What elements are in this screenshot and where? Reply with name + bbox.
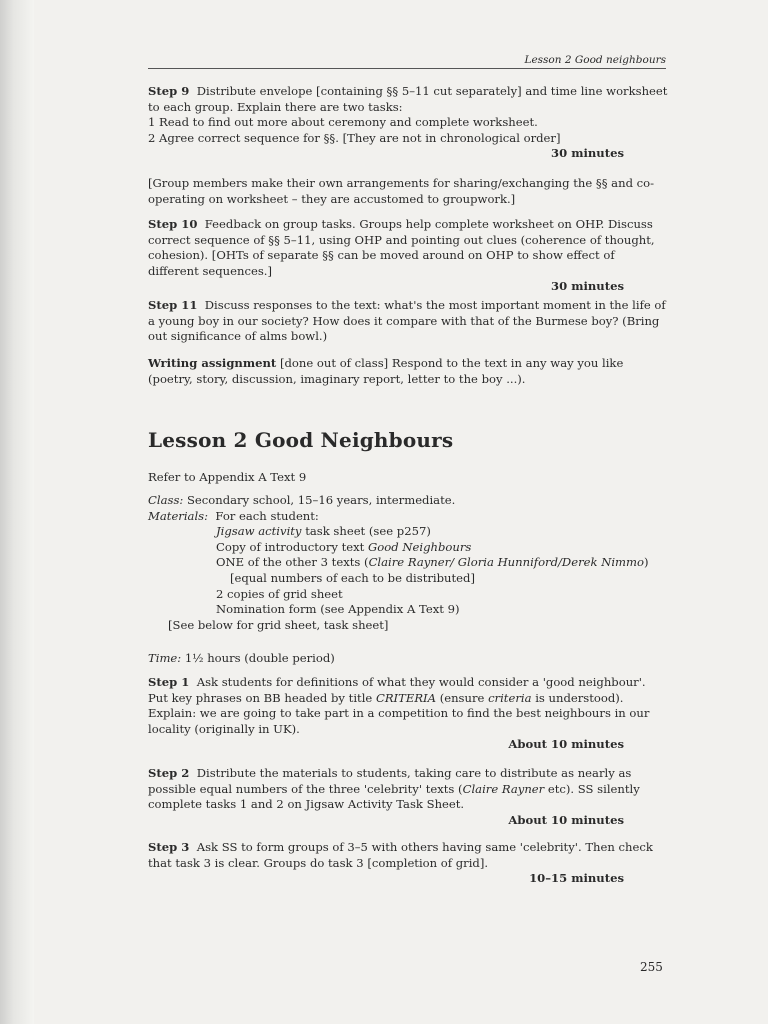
step-10-time: 30 minutes [551,279,624,294]
materials-intro: For each student: [215,508,319,523]
lesson-title: Lesson 2 Good Neighbours [148,428,454,452]
material-item-4: 2 copies of grid sheet [216,586,343,601]
step-9-text: Distribute envelope [containing §§ 5–11 cut separately] and time line worksheet to each group. Explain there are two tasks: [148,84,668,114]
step-2-text-a: Distribute the materials to students, taking care to distribute as nearly as possible equal numbers of the three 'celebrity' texts ( [148,766,632,796]
material-item-5: Nomination form (see Appendix A Text 9) [216,602,460,617]
step-3-text: Ask SS to form groups of 3–5 with others having same 'celebrity'. Then check that task 3 is clear. Groups do task 3 [completion of grid]. [148,840,653,870]
step-10-block [148,217,668,295]
material-item-1-italic: Jigsaw activity [216,524,302,539]
time-text: 1½ hours (double period) [184,651,335,665]
step-9-block [148,84,668,162]
time-label: Time: [148,651,182,665]
material-item-2-text: Copy of introductory text [216,539,365,554]
step-11-title: Step 11 [148,298,198,312]
material-item-1-rest: task sheet (see p257) [305,524,431,539]
refer-line [148,470,668,486]
writing-assignment-title: Writing assignment [148,356,277,370]
materials-label: Materials: [148,508,209,523]
material-item-3-text: ONE of the other 3 texts ( [216,555,369,570]
class-text: Secondary school, 15–16 years, intermediate. [186,493,456,507]
material-item-3 [148,555,668,571]
step-1-criteria-lower: criteria [488,690,532,705]
class-label: Class: [148,493,184,507]
group-note-text: [Group members make their own arrangements for sharing/exchanging the §§ and co-operating on worksheet – they are accustomed to groupwork.] [148,176,655,206]
page-number: 255 [640,960,663,974]
writing-assignment-text: [done out of class] Respond to the text in any way you like (poetry, story, discussion, imaginary report, letter to the boy ...). [148,356,624,386]
step-1-block [148,675,668,753]
step-11-block [148,298,668,345]
step-1-criteria: CRITERIA [375,690,437,705]
writing-assignment-block [148,356,668,387]
material-item-3-italic: Claire Rayner/ Gloria Hunniford/Derek Nimmo [368,555,645,570]
step-1-text-a: Ask students for definitions of what they would consider a 'good neighbour'. Put key phrases on BB headed by title [148,675,646,705]
step-10-title: Step 10 [148,217,198,231]
step-2-italic: Claire Rayner [462,781,545,796]
step-3-title: Step 3 [148,840,190,854]
step-3-time: 10–15 minutes [529,871,624,886]
step-9-time: 30 minutes [551,146,624,161]
material-item-3-note: [equal numbers of each to be distributed] [230,570,475,585]
step-3-block [148,840,668,887]
refer-text: Refer to Appendix A Text 9 [148,470,307,484]
step-1-text-b: (ensure [439,690,485,705]
step-2-title: Step 2 [148,766,190,780]
material-item-2-italic: Good Neighbours [368,539,472,554]
step-10-text: Feedback on group tasks. Groups help complete worksheet on OHP. Discuss correct sequence of §§ 5–11, using OHP and pointing out clues (coherence of thought, cohesion). [OHTs of separate §§ can be moved around on OHP to show effect of different sequences.] [148,217,655,278]
step-2-text-b: etc). SS silently complete tasks 1 and 2 on Jigsaw Activity Task Sheet. [148,781,640,812]
step-1-text-c: is understood). Explain: we are going to take part in a competition to find the best neighbours in our locality (originally in UK). [148,690,650,736]
step-2-time: About 10 minutes [508,812,624,827]
class-materials-block [148,493,668,633]
step-9-task-2: 2 Agree correct sequence for §§. [They are not in chronological order] [148,130,561,145]
group-note [148,176,668,207]
material-note: [See below for grid sheet, task sheet] [168,617,389,632]
material-item-2 [148,540,668,556]
material-item-1 [148,524,668,540]
step-2-block [148,766,668,828]
step-1-time: About 10 minutes [508,737,624,752]
step-9-task-1: 1 Read to find out more about ceremony and complete worksheet. [148,115,538,130]
time-line [148,651,668,667]
material-item-3-close: ) [644,555,649,570]
step-9-title: Step 9 [148,84,190,98]
step-11-text: Discuss responses to the text: what's the most important moment in the life of a young boy in our society? How does it compare with that of the Burmese boy? (Bring out significance of alms bowl.) [148,298,666,344]
step-1-title: Step 1 [148,675,190,689]
running-head: Lesson 2 Good neighbours [148,54,666,69]
